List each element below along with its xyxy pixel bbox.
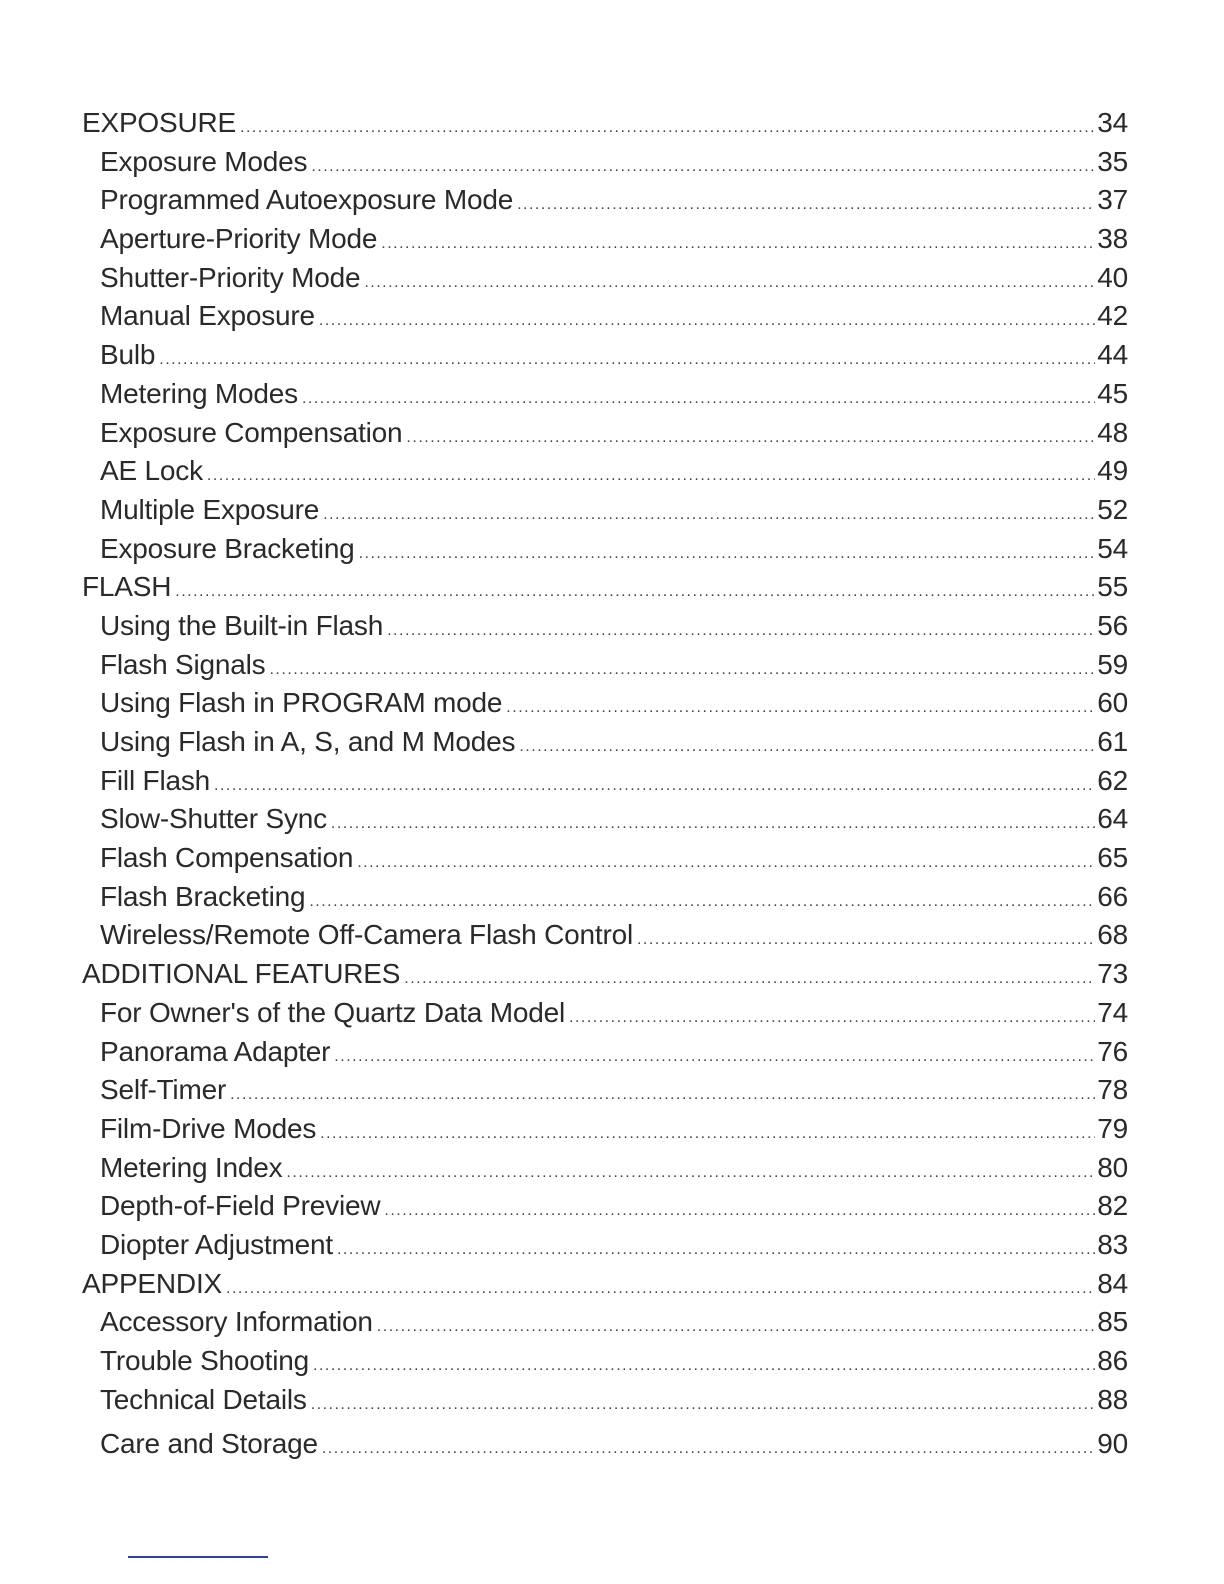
toc-dot-leader	[359, 535, 1096, 574]
toc-entry	[82, 143, 1128, 182]
toc-dot-leader	[381, 225, 1095, 264]
toc-page-number: 82	[1097, 1190, 1128, 1222]
toc-page-number: 40	[1097, 261, 1128, 293]
toc-entry	[82, 723, 1128, 762]
toc-dot-leader	[323, 496, 1095, 535]
toc-entry-title: Aperture-Priority Mode	[100, 223, 378, 255]
toc-entry-title: APPENDIX	[82, 1267, 222, 1299]
toc-dot-leader	[322, 1430, 1095, 1469]
toc-entry	[82, 297, 1128, 336]
toc-entry	[82, 1033, 1128, 1072]
toc-page-number: 34	[1097, 107, 1128, 138]
toc-entry	[82, 414, 1128, 453]
toc-entry	[82, 839, 1128, 878]
toc-page-number: 88	[1097, 1383, 1128, 1415]
toc-entry-title: Trouble Shooting	[100, 1345, 310, 1376]
toc-page-number: 83	[1097, 1228, 1128, 1260]
toc-dot-leader	[364, 264, 1095, 303]
toc-entry-title: ADDITIONAL FEATURES	[82, 958, 401, 990]
toc-page-number: 76	[1097, 1035, 1128, 1067]
toc-entry-title: Film-Drive Modes	[100, 1112, 317, 1144]
toc-dot-leader	[159, 341, 1095, 380]
toc-page-number: 44	[1097, 339, 1128, 371]
toc-page-number: 68	[1097, 919, 1128, 951]
toc-page-number: 85	[1097, 1306, 1128, 1338]
toc-entry	[82, 684, 1128, 723]
toc-entry-title: Care and Storage	[100, 1428, 318, 1460]
toc-entry	[82, 1071, 1128, 1110]
toc-entry-title: Fill Flash	[100, 764, 211, 796]
toc-entry	[82, 800, 1128, 839]
toc-entry	[82, 530, 1128, 569]
toc-dot-leader	[519, 728, 1095, 767]
toc-page-number: 64	[1097, 803, 1128, 835]
toc-entry	[82, 1425, 1128, 1464]
toc-page-number: 45	[1097, 377, 1128, 409]
toc-dot-leader	[320, 1115, 1095, 1154]
toc-dot-leader	[331, 805, 1095, 844]
toc-entry-title: Shutter-Priority Mode	[100, 261, 361, 293]
toc-entry-title: For Owner's of the Quartz Data Model	[100, 996, 565, 1028]
toc-entry-title: Multiple Exposure	[100, 493, 320, 525]
toc-entry-title: Programmed Autoexposure Mode	[100, 184, 514, 216]
table-of-contents	[82, 104, 1128, 1464]
toc-entry-title: Metering Index	[100, 1151, 283, 1183]
toc-dot-leader	[384, 1192, 1095, 1231]
toc-dot-leader	[302, 380, 1095, 419]
toc-section-entry	[82, 568, 1128, 607]
toc-page-number: 49	[1097, 455, 1128, 487]
toc-entry-title: Depth-of-Field Preview	[100, 1190, 381, 1222]
toc-entry-title: Panorama Adapter	[100, 1035, 331, 1067]
toc-entry	[82, 336, 1128, 375]
toc-entry	[82, 220, 1128, 259]
toc-entry-title: Exposure Modes	[100, 145, 308, 177]
toc-entry	[82, 375, 1128, 414]
toc-entry-title: Accessory Information	[100, 1306, 373, 1338]
toc-dot-leader	[387, 612, 1095, 651]
toc-section-entry	[82, 104, 1128, 143]
toc-entry	[82, 1187, 1128, 1226]
toc-page-number: 52	[1097, 493, 1128, 525]
toc-dot-leader	[357, 844, 1095, 883]
toc-entry-title: FLASH	[82, 571, 172, 603]
toc-page-number: 59	[1097, 648, 1128, 680]
toc-dot-leader	[286, 1154, 1095, 1193]
toc-page-number: 56	[1097, 609, 1128, 641]
toc-dot-leader	[337, 1231, 1095, 1270]
toc-entry	[82, 646, 1128, 685]
toc-dot-leader	[240, 109, 1095, 148]
toc-dot-leader	[207, 457, 1095, 496]
toc-page-number: 38	[1097, 223, 1128, 255]
toc-entry-title: Flash Signals	[100, 648, 266, 680]
toc-page-number: 90	[1097, 1428, 1128, 1460]
toc-page-number: 48	[1097, 416, 1128, 448]
toc-page-number: 61	[1097, 726, 1128, 757]
toc-entry-title: Using Flash in A, S, and M Modes	[100, 726, 516, 757]
toc-entry	[82, 491, 1128, 530]
toc-page-number: 42	[1097, 300, 1128, 332]
toc-entry-title: Diopter Adjustment	[100, 1228, 333, 1260]
toc-entry	[82, 1303, 1128, 1342]
toc-entry	[82, 878, 1128, 917]
toc-entry-title: Flash Bracketing	[100, 880, 306, 912]
toc-dot-leader	[569, 999, 1095, 1038]
toc-entry-title: Using Flash in PROGRAM mode	[100, 687, 503, 719]
toc-entry	[82, 607, 1128, 646]
toc-page-number: 73	[1097, 958, 1128, 990]
toc-entry-title: AE Lock	[100, 455, 203, 487]
toc-page-number: 86	[1097, 1345, 1128, 1376]
toc-entry-title: Wireless/Remote Off-Camera Flash Control	[100, 919, 633, 951]
toc-entry-title: Slow-Shutter Sync	[100, 803, 327, 835]
toc-dot-leader	[230, 1076, 1095, 1115]
toc-entry-title: Exposure Bracketing	[100, 532, 355, 564]
toc-page-number: 65	[1097, 842, 1128, 874]
toc-entry-title: Bulb	[100, 339, 156, 371]
footer-rule	[128, 1556, 268, 1558]
toc-entry	[82, 259, 1128, 298]
toc-page-number: 37	[1097, 184, 1128, 216]
toc-entry	[82, 1110, 1128, 1149]
toc-entry	[82, 1226, 1128, 1265]
toc-page-number: 79	[1097, 1112, 1128, 1144]
toc-entry	[82, 1149, 1128, 1188]
toc-dot-leader	[319, 302, 1095, 341]
toc-entry-title: Manual Exposure	[100, 300, 315, 332]
toc-entry-title: EXPOSURE	[82, 107, 236, 138]
toc-section-entry	[82, 955, 1128, 994]
toc-page-number: 74	[1097, 996, 1128, 1028]
toc-entry	[82, 1381, 1128, 1420]
toc-dot-leader	[311, 1386, 1096, 1425]
toc-page-number: 62	[1097, 764, 1128, 796]
toc-page-number: 80	[1097, 1151, 1128, 1183]
toc-entry	[82, 762, 1128, 801]
toc-entry	[82, 1342, 1128, 1381]
toc-page-number: 66	[1097, 880, 1128, 912]
toc-dot-leader	[406, 419, 1095, 458]
toc-section-entry	[82, 1265, 1128, 1304]
toc-dot-leader	[214, 767, 1095, 806]
toc-entry-title: Flash Compensation	[100, 842, 354, 874]
toc-dot-leader	[517, 186, 1095, 225]
toc-page-number: 55	[1097, 571, 1128, 603]
toc-entry	[82, 181, 1128, 220]
toc-entry-title: Using the Built-in Flash	[100, 609, 384, 641]
toc-dot-leader	[334, 1038, 1095, 1077]
toc-dot-leader	[637, 921, 1095, 960]
toc-page-number: 60	[1097, 687, 1128, 719]
toc-page-number: 35	[1097, 145, 1128, 177]
toc-dot-leader	[313, 1347, 1095, 1386]
toc-page-number: 78	[1097, 1074, 1128, 1106]
toc-dot-leader	[506, 689, 1095, 728]
toc-page-number: 84	[1097, 1267, 1128, 1299]
toc-entry-title: Metering Modes	[100, 377, 298, 409]
toc-entry-title: Self-Timer	[100, 1074, 227, 1106]
toc-page-number: 54	[1097, 532, 1128, 564]
toc-entry	[82, 452, 1128, 491]
toc-entry-title: Exposure Compensation	[100, 416, 403, 448]
toc-entry-title: Technical Details	[100, 1383, 307, 1415]
toc-entry	[82, 994, 1128, 1033]
toc-dot-leader	[377, 1308, 1095, 1347]
toc-entry	[82, 916, 1128, 955]
